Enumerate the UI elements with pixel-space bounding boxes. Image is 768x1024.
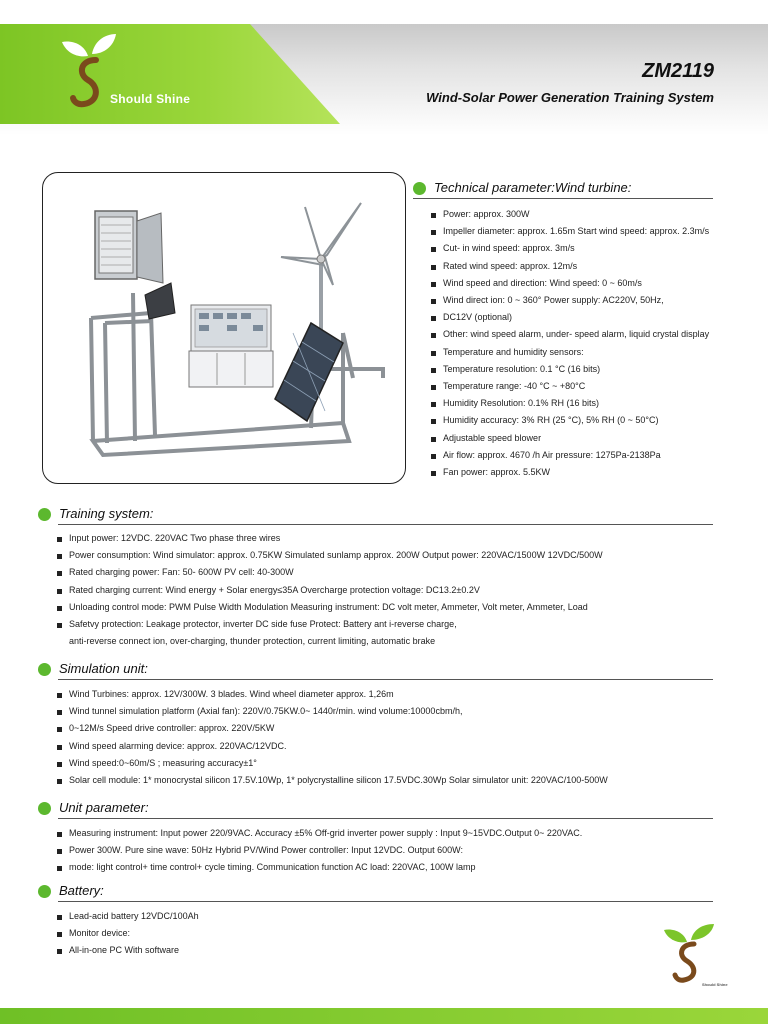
section-turbine-heading: [413, 180, 713, 202]
product-subtitle: Wind-Solar Power Generation Training System: [426, 90, 714, 105]
list-item: Humidity Resolution: 0.1% RH (16 bits): [431, 395, 709, 412]
green-dot-icon: [38, 663, 51, 676]
list-item: Rated charging current: Wind energy + Solar energy≤35A Overcharge protection voltage: DC13.2±0.2V: [57, 582, 603, 599]
section-title: Battery:: [59, 883, 104, 898]
section-unit-heading: [38, 800, 713, 822]
section-divider: [58, 901, 713, 902]
square-bullet-icon: [431, 265, 436, 270]
square-bullet-icon: [431, 333, 436, 338]
list-item: All-in-one PC With software: [57, 942, 199, 959]
list-item: Rated wind speed: approx. 12m/s: [431, 258, 709, 275]
square-bullet-icon: [57, 537, 62, 542]
section-divider: [413, 198, 713, 199]
list-item: mode: light control+ time control+ cycle timing. Communication function AC load: 220VAC, 100W lamp: [57, 859, 582, 876]
square-bullet-icon: [431, 437, 436, 442]
list-item: Power 300W. Pure sine wave: 50Hz Hybrid PV/Wind Power controller: Input 12VDC. Output 600W:: [57, 842, 582, 859]
list-item: Adjustable speed blower: [431, 430, 709, 447]
square-bullet-icon: [57, 832, 62, 837]
list-item-continuation: anti-reverse connect ion, over-charging, thunder protection, current limiting, automatic brake: [69, 636, 436, 647]
list-item: Rated charging power: Fan: 50- 600W PV cell: 40-300W: [57, 564, 603, 581]
square-bullet-icon: [57, 779, 62, 784]
square-bullet-icon: [431, 351, 436, 356]
section-simulation-heading: [38, 661, 713, 683]
sprout-logo-icon: [58, 26, 118, 112]
section-title: Training system:: [59, 506, 154, 521]
green-dot-icon: [38, 885, 51, 898]
green-dot-icon: [38, 802, 51, 815]
square-bullet-icon: [431, 471, 436, 476]
list-item: Cut- in wind speed: approx. 3m/s: [431, 240, 709, 257]
training-system-list: [57, 530, 603, 650]
green-dot-icon: [413, 182, 426, 195]
battery-list: [57, 908, 199, 960]
unit-parameter-list: [57, 825, 582, 877]
section-divider: [58, 679, 713, 680]
square-bullet-icon: [431, 213, 436, 218]
square-bullet-icon: [57, 727, 62, 732]
list-item: Input power: 12VDC. 220VAC Two phase three wires: [57, 530, 603, 547]
square-bullet-icon: [57, 762, 62, 767]
list-item: Power: approx. 300W: [431, 206, 709, 223]
square-bullet-icon: [57, 554, 62, 559]
list-item: Unloading control mode: PWM Pulse Width Modulation Measuring instrument: DC volt meter, Ammeter, Volt meter, Ammeter, Load: [57, 599, 603, 616]
section-divider: [58, 818, 713, 819]
square-bullet-icon: [431, 282, 436, 287]
list-item: Other: wind speed alarm, under- speed alarm, liquid crystal display: [431, 326, 709, 343]
square-bullet-icon: [57, 915, 62, 920]
list-item: Fan power: approx. 5.5KW: [431, 464, 709, 481]
list-item: Safetvy protection: Leakage protector, inverter DC side fuse Protect: Battery ant i-reverse charge,: [57, 616, 603, 633]
list-item: Solar cell module: 1* monocrystal silicon 17.5V.10Wp, 1* polycrystalline silicon 17.5VDC.30Wp Solar simulator unit: 220VAC/100-500W: [57, 772, 608, 789]
square-bullet-icon: [57, 745, 62, 750]
list-item: 0~12M/s Speed drive controller: approx. 220V/5KW: [57, 720, 608, 737]
product-photo: [42, 172, 406, 484]
section-title: Simulation unit:: [59, 661, 148, 676]
list-item: Wind speed alarming device: approx. 220VAC/12VDC.: [57, 738, 608, 755]
section-battery-heading: [38, 883, 713, 905]
page-header: [0, 0, 768, 135]
square-bullet-icon: [57, 932, 62, 937]
list-item: Measuring instrument: Input power 220/9VAC. Accuracy ±5% Off-grid inverter power supply : Input 9~15VDC.Output 0~ 220VAC.: [57, 825, 582, 842]
square-bullet-icon: [431, 316, 436, 321]
sprout-logo-icon: [660, 920, 720, 990]
header-top-strip: [0, 0, 768, 24]
section-title: Technical parameter:Wind turbine:: [434, 180, 632, 195]
training-system-illustration: [43, 173, 406, 484]
section-training-heading: [38, 506, 713, 528]
list-item: Wind direct ion: 0 ~ 360° Power supply: AC220V, 50Hz,: [431, 292, 709, 309]
square-bullet-icon: [57, 606, 62, 611]
list-item: Wind tunnel simulation platform (Axial fan): 220V/0.75KW.0~ 1440r/min. wind volume:10000cbm/h,: [57, 703, 608, 720]
footer-green-bar: [0, 1008, 768, 1024]
section-title: Unit parameter:: [59, 800, 149, 815]
list-item: Wind speed and direction: Wind speed: 0 ~ 60m/s: [431, 275, 709, 292]
list-item: Wind speed:0~60m/S ; measuring accuracy±1°: [57, 755, 608, 772]
square-bullet-icon: [57, 693, 62, 698]
simulation-unit-list: [57, 686, 608, 789]
section-divider: [58, 524, 713, 525]
square-bullet-icon: [57, 571, 62, 576]
square-bullet-icon: [431, 247, 436, 252]
list-item: DC12V (optional): [431, 309, 709, 326]
square-bullet-icon: [57, 866, 62, 871]
square-bullet-icon: [57, 949, 62, 954]
model-number: ZM2119: [642, 60, 714, 82]
square-bullet-icon: [57, 623, 62, 628]
list-item: Wind Turbines: approx. 12V/300W. 3 blades. Wind wheel diameter approx. 1,26m: [57, 686, 608, 703]
list-item: Temperature resolution: 0.1 °C (16 bits): [431, 361, 709, 378]
list-item: Monitor device:: [57, 925, 199, 942]
square-bullet-icon: [57, 589, 62, 594]
list-item: Air flow: approx. 4670 /h Air pressure: 1275Pa-2138Pa: [431, 447, 709, 464]
brand-name: Should Shine: [110, 92, 191, 106]
green-dot-icon: [38, 508, 51, 521]
square-bullet-icon: [431, 454, 436, 459]
turbine-parameter-list: [431, 206, 709, 481]
square-bullet-icon: [57, 710, 62, 715]
list-item: Temperature range: -40 °C ~ +80°C: [431, 378, 709, 395]
list-item: Lead-acid battery 12VDC/100Ah: [57, 908, 199, 925]
footer-brand: Should Shine: [702, 982, 728, 987]
square-bullet-icon: [431, 385, 436, 390]
list-item: Temperature and humidity sensors:: [431, 344, 709, 361]
list-item: Power consumption: Wind simulator: approx. 0.75KW Simulated sunlamp approx. 200W Output power: 220VAC/1500W 12VDC/500W: [57, 547, 603, 564]
list-item: Humidity accuracy: 3% RH (25 °C), 5% RH (0 ~ 50°C): [431, 412, 709, 429]
list-item: Impeller diameter: approx. 1.65m Start wind speed: approx. 2.3m/s: [431, 223, 709, 240]
square-bullet-icon: [431, 402, 436, 407]
square-bullet-icon: [431, 419, 436, 424]
square-bullet-icon: [431, 299, 436, 304]
square-bullet-icon: [57, 849, 62, 854]
square-bullet-icon: [431, 368, 436, 373]
square-bullet-icon: [431, 230, 436, 235]
